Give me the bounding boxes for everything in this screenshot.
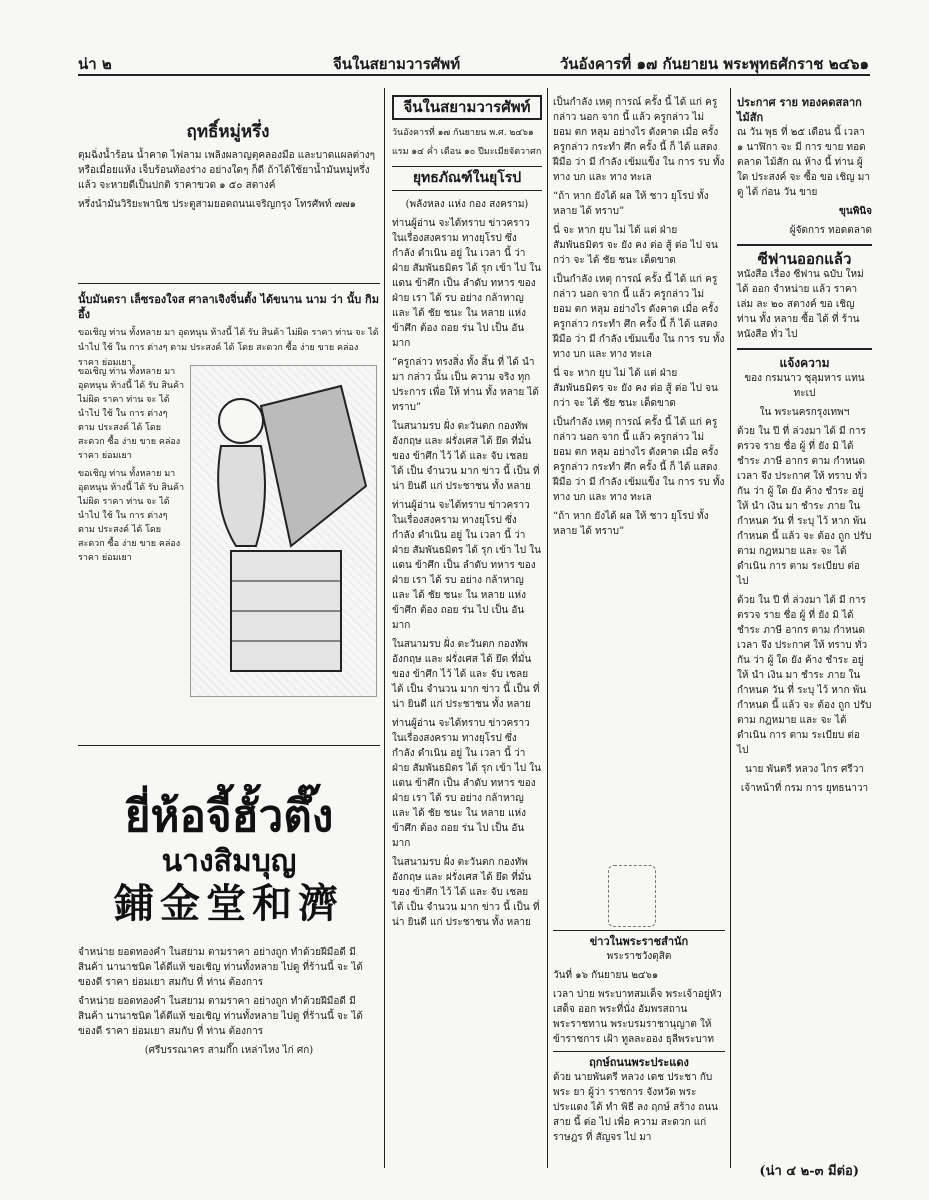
- ad-body: ณ วัน พุธ ที่ ๒๕ เดือน นี้ เวลา ๑ นาฬิกา จะ มี การ ขาย ทอดตลาด ไม้สัก ณ ห้าง นี้ ท่าน ผู้ใด ประสงค์ จะ ซื้อ ขอ เชิญ มา ดู ได้ ก่อน วัน ขาย: [737, 127, 871, 198]
- ad-signature-role: เจ้าหน้าที่ กรม การ ยุทธนาวา: [740, 783, 869, 794]
- royal-court-news: [553, 930, 725, 1165]
- ad-title: ประกาศ ราย ทองคดสลาก ไม้สัก: [737, 96, 862, 124]
- column-notices: ประกาศ ราย ทองคดสลาก ไม้สัก ณ วัน พุธ ที่ ๒๕ เดือน นี้ เวลา ๑ นาฬิกา จะ มี การ ขาย ทอดตลาด ไม้สัก ณ ห้าง นี้ ท่าน ผู้ใด ประสงค์ จะ ซื้อ ขอ เชิญ มา ดู ได้ ก่อน วัน ขาย ขุนพินิจ ผู้จัดการ ทอดตลาด ซีฟานออกแล้ว หนังสือ เรื่อง ซีฟาน ฉบับ ใหม่ ได้ ออก จำหน่าย แล้ว ราคา เล่ม ละ ๒๐ สตางค์ ขอ เชิญ ท่าน ทั้ง หลาย ซื้อ ได้ ที่ ร้าน หนังสือ ทั่ว ไป แจ้งความ ของ กรมนาว ชุลุมหาร แทนทะเป ใน พระนครกรุงเทพฯ ด้วย ใน ปี ที่ ล่วงมา ได้ มี การ ตรวจ ราย ชื่อ ผู้ ที่ ยัง มิ ได้ ชำระ ภาษี อากร ตาม กำหนด เวลา จึง ประกาศ ให้ ทราบ ทั่ว กัน ว่า ผู้ ใด ยัง ค้าง ชำระ อยู่ ให้ นำ เงิน มา ชำระ ภาย ใน กำหนด วัน ที่ ระบุ ไว้ หาก พ้น กำหนด นี้ แล้ว จะ ต้อง ถูก ปรับ ตาม กฎหมาย และ จะ ได้ ดำเนิน การ ตาม ระเบียบ ต่อ ไป ด้วย ใน ปี ที่ ล่วงมา ได้ มี การ ตรวจ ราย ชื่อ ผู้ ที่ ยัง มิ ได้ ชำระ ภาษี อากร ตาม กำหนด เวลา จึง ประกาศ ให้ ทราบ ทั่ว กัน ว่า ผู้ ใด ยัง ค้าง ชำระ อยู่ ให้ นำ เงิน มา ชำระ ภาย ใน กำหนด วัน ที่ ระบุ ไว้ หาก พ้น กำหนด นี้ แล้ว จะ ต้อง ถูก ปรับ ตาม กฎหมาย และ จะ ได้ ดำเนิน การ ตาม ระเบียบ ต่อ ไป นาย พันตรี หลวง ไกร ศรีวา เจ้าหน้าที่ กรม การ ยุทธนาวา: [737, 96, 872, 794]
- ad-title: ซีฟานออกแล้ว: [757, 250, 852, 268]
- royal-emblem: [608, 865, 656, 927]
- ad-subtitle: ของ กรมนาว ชุลุมหาร แทนทะเป: [744, 373, 865, 399]
- article-byline: (พลังหลง แห่ง กอง สงคราม): [405, 199, 529, 210]
- ad-body: หนังสือ เรื่อง ซีฟาน ฉบับ ใหม่ ได้ ออก จำหน่าย แล้ว ราคา เล่ม ละ ๒๐ สตางค์ ขอ เชิญ ท่าน ทั้ง หลาย ซื้อ ได้ ที่ ร้าน หนังสือ ทั่ว ไป: [737, 269, 864, 340]
- masthead-lunar-date: แรม ๑๔ ค่ำ เดือน ๑๐ ปีมะเมียจัตวาศก: [392, 147, 542, 157]
- paper-name: จีนในสยามวารศัพท์: [333, 55, 461, 73]
- masthead: จีนในสยามวารศัพท์: [392, 95, 542, 120]
- article-body: ท่านผู้อ่าน จะได้ทราบ ข่าวคราว ในเรื่องสงคราม ทางยุโรป ซึ่ง กำลัง ดำเนิน อยู่ ใน เวลา นี้ ว่า ฝ่าย สัมพันธมิตร ได้ รุก เข้า ไป ใน แดน ข้าศึก เป็น ลำดับ ทหาร ของ ฝ่าย เรา ได้ รบ อย่าง กล้าหาญ และ ได้ ชัย ชนะ ใน หลาย แห่ง ข้าศึก ต้อง ถอย ร่น ไป เป็น อัน มาก: [392, 218, 542, 349]
- column-divider: [384, 88, 385, 1168]
- shop-ad-body: จำหน่าย ยอดทองคำ ในสยาม ตามราคา อย่างถูก ทำด้วยฝีมือดี มีสินค้า นานาชนิด ได้ดีแท้ ขอเชิญ ท่านทั้งหลาย ไปดู ที่ร้านนี้ จะ ได้ ของดี ราคา ย่อมเยา สมกับ ที่ ท่าน ต้องการ จำหน่าย ยอดทองคำ ในสยาม ตามราคา อย่างถูก ทำด้วยฝีมือดี มีสินค้า นานาชนิด ได้ดีแท้ ขอเชิญ ท่านทั้งหลาย ไปดู ที่ร้านนี้ จะ ได้ ของดี ราคา ย่อมเยา สมกับ ที่ ท่าน ต้องการ (ศรีบรรณาคร สามกึ๊ก เหล่าไหง ไก่ ศก): [78, 945, 380, 1155]
- article-title: ฤทธิ์หมู่หรึ่ง: [186, 122, 270, 142]
- jewelry-shop-ad: [78, 790, 380, 940]
- ad-title: แจ้งความ: [779, 356, 830, 370]
- article-body: ในสนามรบ ฝั่ง ตะวันตก กองทัพ อังกฤษ และ ฝรั่งเศส ได้ ยึด ที่มั่น ของ ข้าศึก ไว้ ได้ และ จับ เชลย ได้ เป็น จำนวน มาก ข่าว นี้ เป็น ที่ น่า ยินดี แก่ ประชาชน ทั้ง หลาย: [392, 421, 540, 492]
- column-war-in-europe: จีนในสยามวารศัพท์ วันอังคารที่ ๑๗ กันยายน พ.ศ. ๒๔๖๑ แรม ๑๔ ค่ำ เดือน ๑๐ ปีมะเมียจัตวาศก ยุทธภัณฑ์ในยุโรป (พลังหลง แห่ง กอง สงคราม) ท่านผู้อ่าน จะได้ทราบ ข่าวคราว ในเรื่องสงคราม ทางยุโรป ซึ่ง กำลัง ดำเนิน อยู่ ใน เวลา นี้ ว่า ฝ่าย สัมพันธมิตร ได้ รุก เข้า ไป ใน แดน ข้าศึก เป็น ลำดับ ทหาร ของ ฝ่าย เรา ได้ รบ อย่าง กล้าหาญ และ ได้ ชัย ชนะ ใน หลาย แห่ง ข้าศึก ต้อง ถอย ร่น ไป เป็น อัน มาก “ครูกล่าว ทรงสิ่ง ทั้ง สิ้น ที่ ได้ นำ มา กล่าว นั้น เป็น ความ จริง ทุก ประการ เพื่อ ให้ ท่าน ทั้ง หลาย ได้ ทราบ” ในสนามรบ ฝั่ง ตะวันตก กองทัพ อังกฤษ และ ฝรั่งเศส ได้ ยึด ที่มั่น ของ ข้าศึก ไว้ ได้ และ จับ เชลย ได้ เป็น จำนวน มาก ข่าว นี้ เป็น ที่ น่า ยินดี แก่ ประชาชน ทั้ง หลาย ท่านผู้อ่าน จะได้ทราบ ข่าวคราว ในเรื่องสงคราม ทางยุโรป ซึ่ง กำลัง ดำเนิน อยู่ ใน เวลา นี้ ว่า ฝ่าย สัมพันธมิตร ได้ รุก เข้า ไป ใน แดน ข้าศึก เป็น ลำดับ ทหาร ของ ฝ่าย เรา ได้ รบ อย่าง กล้าหาญ และ ได้ ชัย ชนะ ใน หลาย แห่ง ข้าศึก ต้อง ถอย ร่น ไป เป็น อัน มาก ในสนามรบ ฝั่ง ตะวันตก กองทัพ อังกฤษ และ ฝรั่งเศส ได้ ยึด ที่มั่น ของ ข้าศึก ไว้ ได้ และ จับ เชลย ได้ เป็น จำนวน มาก ข่าว นี้ เป็น ที่ น่า ยินดี แก่ ประชาชน ทั้ง หลาย ท่านผู้อ่าน จะได้ทราบ ข่าวคราว ในเรื่องสงคราม ทางยุโรป ซึ่ง กำลัง ดำเนิน อยู่ ใน เวลา นี้ ว่า ฝ่าย สัมพันธมิตร ได้ รุก เข้า ไป ใน แดน ข้าศึก เป็น ลำดับ ทหาร ของ ฝ่าย เรา ได้ รบ อย่าง กล้าหาญ และ ได้ ชัย ชนะ ใน หลาย แห่ง ข้าศึก ต้อง ถอย ร่น ไป เป็น อัน มาก ในสนามรบ ฝั่ง ตะวันตก กองทัพ อังกฤษ และ ฝรั่งเศส ได้ ยึด ที่มั่น ของ ข้าศึก ไว้ ได้ และ จับ เชลย ได้ เป็น จำนวน มาก ข่าว นี้ เป็น ที่ น่า ยินดี แก่ ประชาชน ทั้ง หลาย: [392, 95, 542, 1165]
- article-quote: “ครูกล่าว ทรงสิ่ง ทั้ง สิ้น ที่ ได้ นำ มา กล่าว นั้น เป็น ความ จริง ทุก ประการ เพื่อ ให้ ท่าน ทั้ง หลาย ได้ ทราบ”: [392, 357, 539, 413]
- article-hmu-hrueng: [78, 122, 378, 280]
- notice-body: ขอเชิญ ท่าน ทั้งหลาย มา อุดหนุน ห้างนี้ ได้ รับ สินค้า ไม่ผิด ราคา ท่าน จะ ได้ นำไป ใช้ ใน การ ต่างๆ ตาม ประสงค์ ได้ โดย สะดวก ซื้อ ง่าย ขาย คล่อง ราคา ย่อมเยา: [78, 328, 379, 368]
- notice-header: [78, 292, 380, 368]
- ad-signature: ขุนพินิจ: [839, 206, 872, 217]
- article-title: ยุทธภัณฑ์ในยุโรป: [392, 166, 542, 191]
- shop-name-chinese: 鋪金堂和濟: [114, 880, 344, 927]
- continued-note: (น่า ๔ ๒-๓ มีต่อ): [759, 1164, 859, 1179]
- section-rule: [78, 745, 380, 746]
- section-rule: [78, 283, 380, 284]
- news-body: เวลา บ่าย พระบาทสมเด็จ พระเจ้าอยู่หัว เสด็จ ออก พระที่นั่ง อัมพรสถาน พระราชทาน พระบรมราชานุญาต ให้ ข้าราชการ เฝ้า ทูลละออง ธุลีพระบาท: [553, 989, 722, 1045]
- issue-date: วันอังคารที่ ๑๗ กันยายน พระพุทธศักราช ๒๔๖๑: [559, 55, 869, 73]
- page-number: น่า ๒: [78, 55, 112, 73]
- illustration-woman-with-ornament: [190, 365, 377, 697]
- article-body: ตุมฉิ่งน้ำร้อน น้ำคาด ไฟลาม เพลิงผลาญตุคลองมือ และบาดแผลต่างๆ หรือเมื่อยแห้ง เจ็บร้อนท้องร่าง อย่างใดๆ ก็ดี ถ้าได้ใช้ยาน้ำมันหมู่หรึ่งแล้ว จะหายดีเป็นปกติ ราคาขวด ๑ ๕๐ สตางค์: [78, 150, 375, 191]
- notice-side-text: ขอเชิญ ท่าน ทั้งหลาย มา อุดหนุน ห้างนี้ ได้ รับ สินค้า ไม่ผิด ราคา ท่าน จะ ได้ นำไป ใช้ ใน การ ต่างๆ ตาม ประสงค์ ได้ โดย สะดวก ซื้อ ง่าย ขาย คล่อง ราคา ย่อมเยา ขอเชิญ ท่าน ทั้งหลาย มา อุดหนุน ห้างนี้ ได้ รับ สินค้า ไม่ผิด ราคา ท่าน จะ ได้ นำไป ใช้ ใน การ ต่างๆ ตาม ประสงค์ ได้ โดย สะดวก ซื้อ ง่าย ขาย คล่อง ราคา ย่อมเยา: [78, 367, 185, 563]
- page-header: [78, 48, 869, 74]
- ad-body: ด้วย ใน ปี ที่ ล่วงมา ได้ มี การ ตรวจ ราย ชื่อ ผู้ ที่ ยัง มิ ได้ ชำระ ภาษี อากร ตาม กำหนด เวลา จึง ประกาศ ให้ ทราบ ทั่ว กัน ว่า ผู้ ใด ยัง ค้าง ชำระ อยู่ ให้ นำ เงิน มา ชำระ ภาย ใน กำหนด วัน ที่ ระบุ ไว้ หาก พ้น กำหนด นี้ แล้ว จะ ต้อง ถูก ปรับ ตาม กฎหมาย และ จะ ได้ ดำเนิน การ ตาม ระเบียบ ต่อ ไป: [737, 426, 872, 587]
- ad-signature-role: ผู้จัดการ ทอดตลาด: [789, 225, 872, 236]
- news-title: ฤกษ์ถนนพระประแดง: [553, 1051, 725, 1070]
- shop-name-thai: ยี่ห้อจี้ฮั้วตึ๊ง: [124, 791, 334, 842]
- owner-name: นางสิมบุญ: [161, 844, 297, 879]
- news-title: ข่าวในพระราชสำนัก: [553, 930, 725, 949]
- ad-subtitle: ใน พระนครกรุงเทพฯ: [759, 407, 850, 418]
- news-location: พระราชวังดุสิต: [606, 951, 672, 962]
- notice-title: นั้บมันตรา เล็ซรองใจส ศาลาเจิงจิ่นตั้ง ได้ขนาน นาม ว่า นั้บ กิม อึ้ง: [78, 293, 379, 321]
- column-divider: [730, 88, 731, 1168]
- column-divider: [547, 88, 548, 1168]
- header-rule: [78, 74, 870, 76]
- column-continued: เป็นกำลัง เหตุ การณ์ ครั้ง นี้ ได้ แก่ ครูกล่าว นอก จาก นี้ แล้ว ครูกล่าว ไม่ ยอม ตก หลุม อย่างไร ดังคาด เมื่อ ครั้ง ครูกล่าว กระทำ ศึก ครั้ง นี้ ก็ ได้ แสดง ฝีมือ ว่า มี กำลัง เข้มแข็ง ใน การ รบ ทั้ง ทาง บก และ ทาง ทะเล “ถ้า หาก ยังได้ ผล ให้ ชาว ยุโรป ทั้ง หลาย ได้ ทราบ” นี่ จะ หาก ยุบ ไม่ ได้ แต่ ฝ่าย สัมพันธมิตร จะ ยัง คง ต่อ สู้ ต่อ ไป จน กว่า จะ ได้ ชัย ชนะ เด็ดขาด เป็นกำลัง เหตุ การณ์ ครั้ง นี้ ได้ แก่ ครูกล่าว นอก จาก นี้ แล้ว ครูกล่าว ไม่ ยอม ตก หลุม อย่างไร ดังคาด เมื่อ ครั้ง ครูกล่าว กระทำ ศึก ครั้ง นี้ ก็ ได้ แสดง ฝีมือ ว่า มี กำลัง เข้มแข็ง ใน การ รบ ทั้ง ทาง บก และ ทาง ทะเล นี่ จะ หาก ยุบ ไม่ ได้ แต่ ฝ่าย สัมพันธมิตร จะ ยัง คง ต่อ สู้ ต่อ ไป จน กว่า จะ ได้ ชัย ชนะ เด็ดขาด เป็นกำลัง เหตุ การณ์ ครั้ง นี้ ได้ แก่ ครูกล่าว นอก จาก นี้ แล้ว ครูกล่าว ไม่ ยอม ตก หลุม อย่างไร ดังคาด เมื่อ ครั้ง ครูกล่าว กระทำ ศึก ครั้ง นี้ ก็ ได้ แสดง ฝีมือ ว่า มี กำลัง เข้มแข็ง ใน การ รบ ทั้ง ทาง บก และ ทาง ทะเล “ถ้า หาก ยังได้ ผล ให้ ชาว ยุโรป ทั้ง หลาย ได้ ทราบ”: [553, 97, 725, 537]
- article-address: หรึ่งนำมันวิริยะพานิช ประตูสามยอดถนนเจริญกรุง โทรศัพท์ ๗๗๑: [78, 199, 357, 210]
- ad-signature: นาย พันตรี หลวง ไกร ศรีวา: [745, 764, 864, 775]
- news-date: วันที่ ๑๖ กันยายน ๒๔๖๑: [553, 970, 659, 981]
- ad-signoff: (ศรีบรรณาคร สามกึ๊ก เหล่าไหง ไก่ ศก): [144, 1045, 314, 1056]
- masthead-date: วันอังคารที่ ๑๗ กันยายน พ.ศ. ๒๔๖๑: [392, 128, 534, 138]
- news-body: ด้วย นายพันตรี หลวง เดช ประชา กับ พระ ยา ผู้ว่า ราชการ จังหวัด พระ ประแดง ได้ ทำ พิธี ลง ฤกษ์ สร้าง ถนน สาย นี้ ต่อ ไป เพื่อ ความ สะดวก แก่ ราษฎร ที่ สัญจร ไป มา: [553, 1072, 718, 1143]
